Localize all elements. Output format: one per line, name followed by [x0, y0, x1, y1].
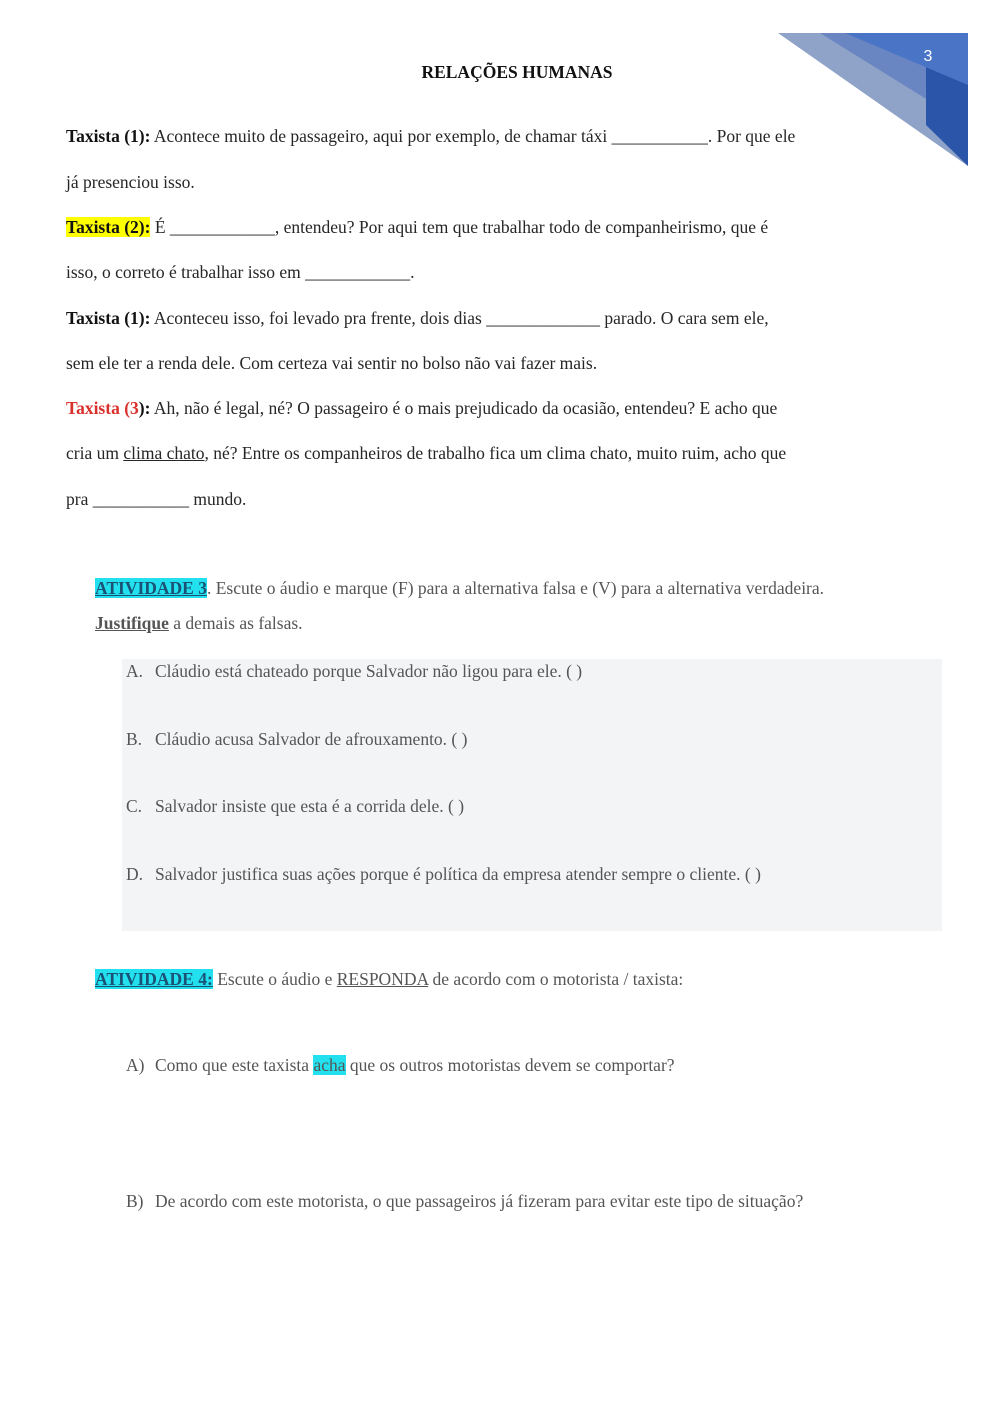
- question-a: [126, 1055, 675, 1076]
- justify-word: Justifique: [95, 613, 169, 633]
- option-a[interactable]: [126, 661, 582, 682]
- dialogue-line: [66, 398, 777, 419]
- respond-word: RESPONDA: [336, 969, 429, 989]
- underlined-text: clima chato: [123, 443, 205, 463]
- question-text: De acordo com este motorista, o que passageiros já fizeram para evitar este tipo de situação?: [155, 1191, 804, 1211]
- option-letter: B.: [126, 729, 143, 749]
- activity-4-text: de acordo com o motorista / taxista:: [428, 969, 684, 989]
- activity-4-text: Escute o áudio e: [212, 969, 337, 989]
- dialogue-text: cria um: [66, 443, 124, 463]
- option-letter: C.: [126, 796, 143, 816]
- dialogue-text: , né? Entre os companheiros de trabalho fica um clima chato, muito ruim, acho que: [204, 443, 787, 463]
- speaker-label: Taxista (1):: [66, 308, 151, 328]
- question-letter: A): [126, 1055, 145, 1075]
- option-text: Cláudio acusa Salvador de afrouxamento. ( ): [155, 729, 468, 749]
- option-text: Salvador justifica suas ações porque é política da empresa atender sempre o cliente. ( ): [155, 864, 761, 884]
- activity-3-instruction: [95, 578, 824, 599]
- dialogue-line: [66, 443, 786, 464]
- option-d[interactable]: [126, 864, 761, 885]
- dialogue-line: pra ___________ mundo.: [66, 489, 247, 509]
- dialogue-line: [66, 126, 795, 147]
- dialogue-text: Aconteceu isso, foi levado pra frente, dois dias _____________ parado. O cara sem ele,: [150, 308, 769, 328]
- speaker-label-end: ):: [138, 398, 151, 418]
- speaker-label: Taxista (1):: [66, 126, 151, 146]
- question-b: [126, 1191, 803, 1212]
- speaker-label: Taxista (3: [66, 398, 139, 418]
- dialogue-text: É ____________, entendeu? Por aqui tem que trabalhar todo de companheirismo, que é: [150, 217, 769, 237]
- page-title: RELAÇÕES HUMANAS: [421, 62, 613, 82]
- speaker-label: Taxista (2):: [66, 217, 151, 237]
- option-text: Salvador insiste que esta é a corrida dele. ( ): [155, 796, 465, 816]
- option-b[interactable]: [126, 729, 467, 750]
- question-letter: B): [126, 1191, 144, 1211]
- activity-3-label: ATIVIDADE 3: [95, 578, 207, 598]
- option-text: Cláudio está chateado porque Salvador não ligou para ele. ( ): [155, 661, 583, 681]
- page-corner-decoration: [0, 0, 1000, 200]
- activity-3-text2: a demais as falsas.: [168, 613, 303, 633]
- option-c[interactable]: [126, 796, 464, 817]
- dialogue-text: Acontece muito de passageiro, aqui por exemplo, de chamar táxi ___________. Por que ele: [150, 126, 796, 146]
- dialogue-line: isso, o correto é trabalhar isso em ____________.: [66, 262, 415, 282]
- question-text: Como que este taxista: [155, 1055, 314, 1075]
- activity-4-instruction: [95, 969, 683, 990]
- activity-3-text: . Escute o áudio e marque (F) para a alternativa falsa e (V) para a alternativa verdadeira.: [206, 578, 825, 598]
- dialogue-text: Ah, não é legal, né? O passageiro é o mais prejudicado da ocasião, entendeu? E acho que: [150, 398, 778, 418]
- activity-3-instruction-cont: [95, 613, 303, 634]
- dialogue-line: [66, 308, 769, 329]
- dialogue-line: sem ele ter a renda dele. Com certeza vai sentir no bolso não vai fazer mais.: [66, 353, 598, 373]
- option-letter: A.: [126, 661, 144, 681]
- activity-4-label: ATIVIDADE 4:: [95, 969, 213, 989]
- dialogue-line: já presenciou isso.: [66, 172, 195, 192]
- question-text: que os outros motoristas devem se comportar?: [345, 1055, 675, 1075]
- options-box: [122, 659, 942, 931]
- option-letter: D.: [126, 864, 144, 884]
- dialogue-line: [66, 217, 768, 238]
- page-number: 3: [923, 48, 933, 65]
- highlighted-word: acha: [313, 1055, 346, 1075]
